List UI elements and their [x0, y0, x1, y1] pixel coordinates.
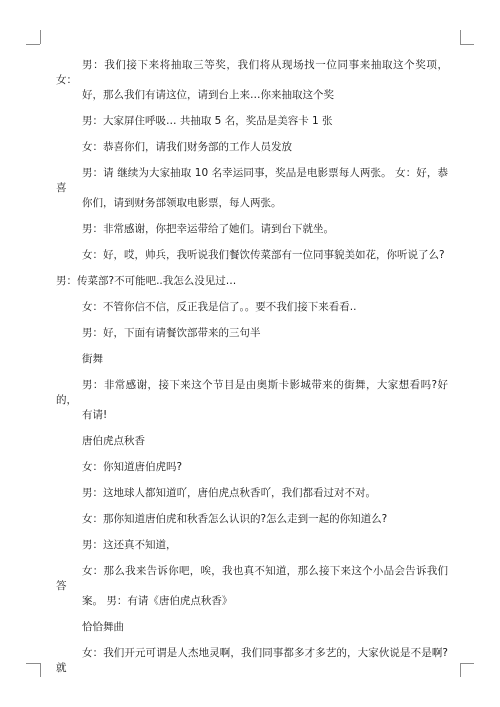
paragraph-line: 女：你知道唐伯虎吗? — [82, 461, 183, 473]
paragraph — [56, 434, 448, 449]
paragraph-line: 男：大家屏住呼吸… 共抽取 5 名，奖品是美容卡 1 张 — [82, 115, 333, 127]
paragraph — [56, 352, 448, 367]
paragraph-line: 女：那你知道唐伯虎和秋香怎么认识的?怎么走到一起的你知道么? — [82, 513, 388, 525]
paragraph-line: 好，那么我们有请这位，请到台上来…你来抽取这个奖 — [82, 89, 334, 101]
paragraph — [56, 300, 448, 315]
paragraph-line: 女：我们开元可谓是人杰地灵啊，我们同事都多才多艺的，大家伙说是不是啊?就 — [56, 647, 448, 674]
paragraph — [56, 58, 448, 103]
paragraph — [56, 166, 448, 211]
paragraph-line: 有请! — [82, 409, 108, 421]
paragraph — [56, 378, 448, 423]
paragraph — [56, 620, 448, 635]
paragraph-line: 恰恰舞曲 — [82, 621, 124, 633]
paragraph-line: 男：非常感谢，你把幸运带给了她们。请到台下就坐。 — [82, 223, 334, 235]
paragraph — [56, 538, 448, 553]
paragraph-line: 女：恭喜你们，请我们财务部的工作人员发放 — [82, 141, 292, 153]
paragraph-line: 女：那么我来告诉你吧，唉，我也真不知道，那么接下来这个小品会告诉我们答 — [56, 565, 448, 592]
paragraph — [56, 114, 448, 129]
paragraph-line: 你们，请到财务部领取电影票，每人两张。 — [82, 197, 282, 209]
paragraph-line: 街舞 — [82, 353, 103, 365]
paragraph — [56, 274, 448, 289]
paragraph-line: 男：传菜部?不可能吧..我怎么没见过… — [56, 275, 237, 287]
paragraph — [56, 140, 448, 155]
paragraph — [56, 646, 448, 676]
paragraph-line: 案。 男：有请《唐伯虎点秋香》 — [82, 595, 233, 607]
paragraph — [56, 222, 448, 237]
paragraph-line: 女：好，哎，帅兵，我听说我们餐饮传菜部有一位同事貌美如花，你听说了么? — [82, 249, 445, 261]
paragraph-line: 女：不管你信不信，反正我是信了。。要不我们接下来看看.. — [82, 301, 357, 313]
paragraph-line: 男：好，下面有请餐饮部带来的三句半 — [82, 327, 261, 339]
paragraph-line: 男：这还真不知道， — [82, 539, 177, 551]
paragraph — [56, 564, 448, 609]
document-body — [56, 58, 448, 687]
paragraph-line: 男：请 继续为大家抽取 10 名幸运同事，奖品是电影票每人两张。 女：好，恭喜 — [56, 167, 448, 194]
paragraph — [56, 326, 448, 341]
paragraph — [56, 486, 448, 501]
paragraph — [56, 248, 448, 263]
paragraph-line: 男：这地球人都知道吖，唐伯虎点秋香吖，我们都看过对不对。 — [82, 487, 376, 499]
paragraph-line: 男：非常感谢，接下来这个节目是由奥斯卡影城带来的街舞，大家想看吗?好的， — [56, 379, 448, 406]
paragraph — [56, 512, 448, 527]
paragraph-line: 男：我们接下来将抽取三等奖，我们将从现场找一位同事来抽取这个奖项， 女： — [56, 59, 448, 86]
paragraph — [56, 460, 448, 475]
paragraph-line: 唐伯虎点秋香 — [82, 435, 145, 447]
